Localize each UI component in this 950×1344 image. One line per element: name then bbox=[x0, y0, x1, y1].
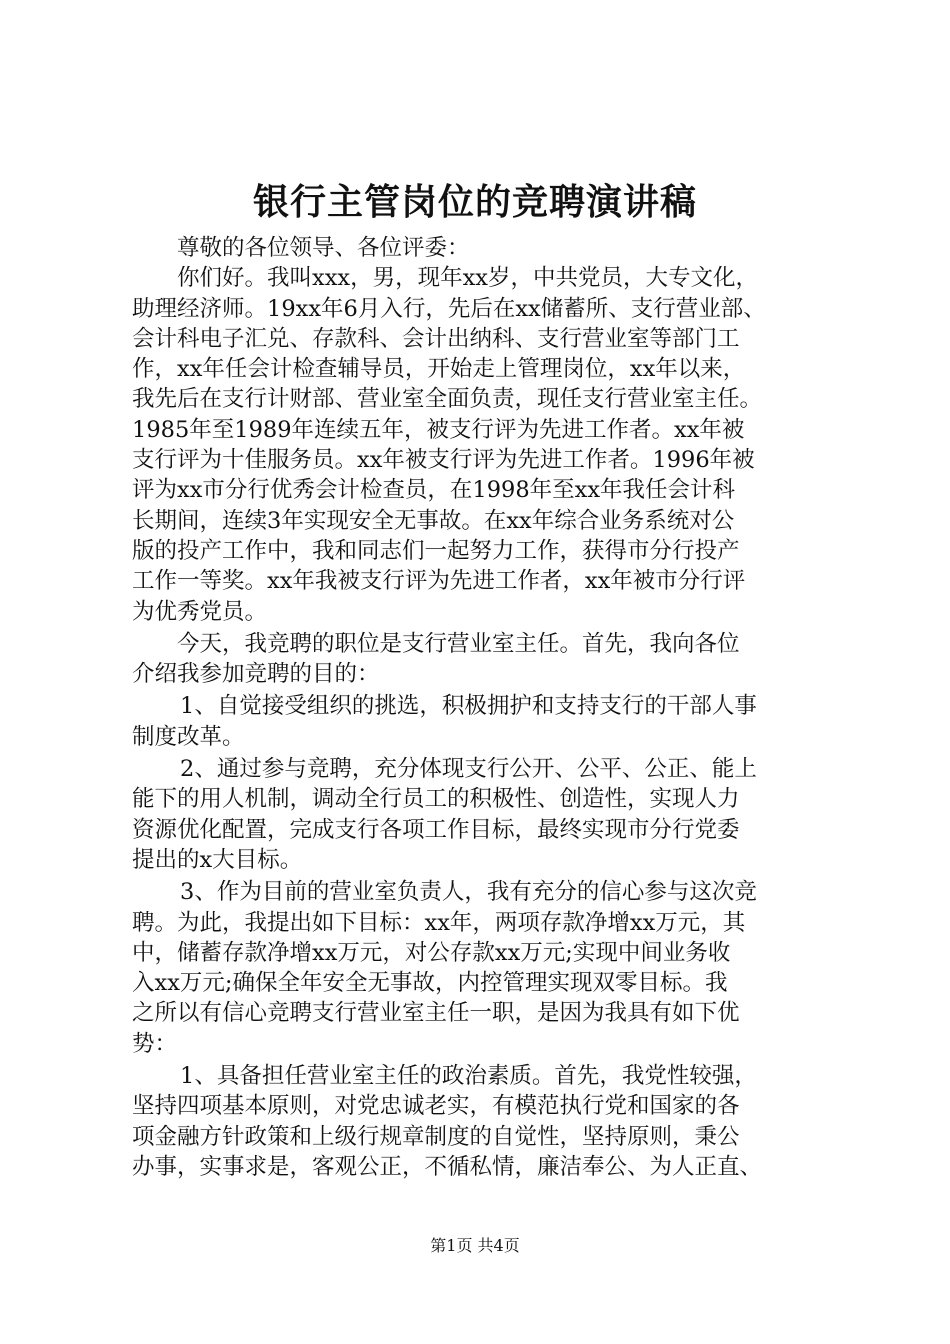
text-line: 今天，我竞聘的职位是支行营业室主任。首先，我向各位 bbox=[177, 630, 740, 657]
text-line: 版的投产工作中，我和同志们一起努力工作，获得市分行投产 bbox=[132, 537, 740, 564]
text-line: 1985年至1989年连续五年，被支行评为先进工作者。xx年被 bbox=[132, 416, 745, 443]
text-line: 聘。为此，我提出如下目标：xx年，两项存款净增xx万元，其 bbox=[132, 909, 746, 936]
text-line: 资源优化配置，完成支行各项工作目标，最终实现市分行党委 bbox=[132, 816, 740, 843]
text-line: 助理经济师。19xx年6月入行，先后在xx储蓄所、支行营业部、 bbox=[132, 295, 766, 322]
text-line: 尊敬的各位领导、各位评委： bbox=[177, 235, 470, 261]
text-line: 你们好。我叫xxx，男，现年xx岁，中共党员，大专文化， bbox=[177, 265, 758, 292]
text-line: 办事，实事求是，客观公正，不循私情，廉洁奉公、为人正直、 bbox=[132, 1153, 763, 1180]
text-line: 中，储蓄存款净增xx万元，对公存款xx万元;实现中间业务收 bbox=[132, 939, 731, 966]
page-number: 第1页 共4页 bbox=[430, 1236, 520, 1255]
text-line: 坚持四项基本原则，对党忠诚老实，有模范执行党和国家的各 bbox=[132, 1093, 740, 1120]
document-body bbox=[132, 233, 832, 1182]
text-line: 作，xx年任会计检查辅导员，开始走上管理岗位，xx年以来， bbox=[132, 356, 746, 383]
text-line: 之所以有信心竞聘支行营业室主任一职，是因为我具有如下优 bbox=[132, 1000, 740, 1027]
text-line: 支行评为十佳服务员。xx年被支行评为先进工作者。1996年被 bbox=[132, 447, 755, 474]
text-line: 长期间，连续3年实现安全无事故。在xx年综合业务系统对公 bbox=[132, 507, 735, 534]
text-line: 项金融方针政策和上级行规章制度的自觉性，坚持原则，秉公 bbox=[132, 1123, 740, 1150]
text-line: 评为xx市分行优秀会计检查员，在1998年至xx年我任会计科 bbox=[132, 477, 736, 504]
text-line: 势： bbox=[132, 1030, 178, 1057]
document-title: 银行主管岗位的竞聘演讲稿 bbox=[252, 181, 697, 223]
text-line: 为优秀党员。 bbox=[132, 598, 268, 625]
text-line: 2、通过参与竞聘，充分体现支行公开、公平、公正、能上 bbox=[180, 756, 757, 783]
text-line: 入xx万元;确保全年安全无事故，内控管理实现双零目标。我 bbox=[132, 970, 728, 997]
text-line: 介绍我参加竞聘的目的： bbox=[132, 661, 380, 688]
text-line: 提出的x大目标。 bbox=[132, 846, 303, 873]
text-line: 1、自觉接受组织的挑选，积极拥护和支持支行的干部人事 bbox=[180, 693, 757, 720]
text-line: 能下的用人机制，调动全行员工的积极性、创造性，实现人力 bbox=[132, 786, 740, 813]
text-line: 3、作为目前的营业室负责人，我有充分的信心参与这次竞 bbox=[180, 879, 757, 906]
text-line: 工作一等奖。xx年我被支行评为先进工作者，xx年被市分行评 bbox=[132, 568, 746, 595]
text-line: 制度改革。 bbox=[132, 723, 245, 750]
text-line: 会计科电子汇兑、存款科、会计出纳科、支行营业室等部门工 bbox=[132, 325, 740, 352]
text-line: 1、具备担任营业室主任的政治素质。首先，我党性较强， bbox=[180, 1063, 757, 1090]
text-line: 我先后在支行计财部、营业室全面负责，现任支行营业室主任。 bbox=[132, 386, 763, 413]
